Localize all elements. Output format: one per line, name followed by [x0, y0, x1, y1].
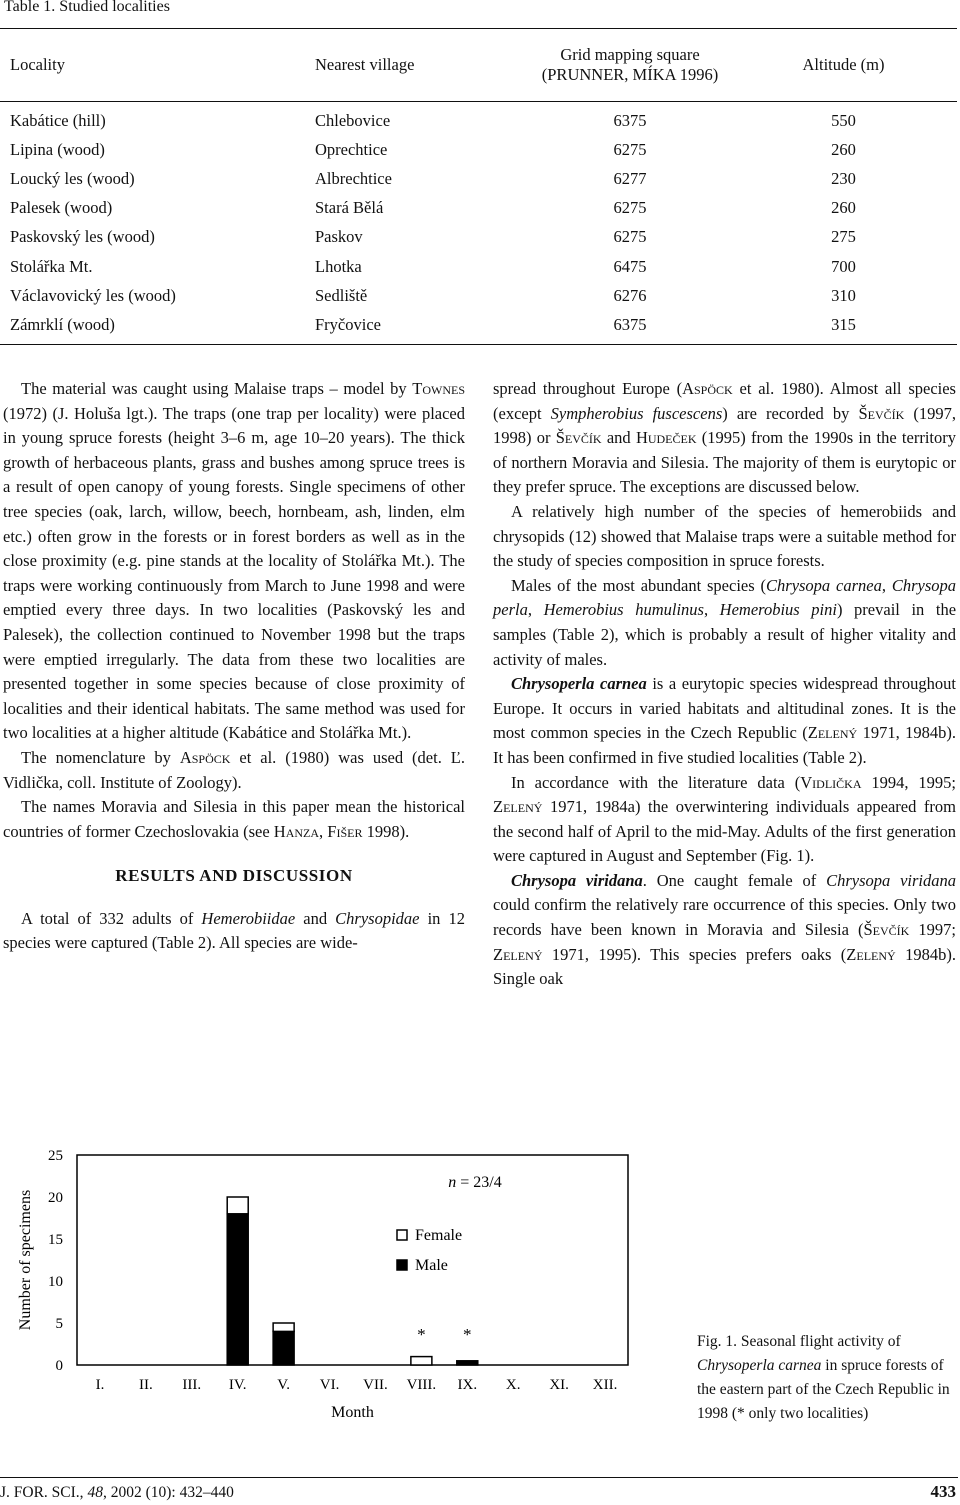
paragraph-males: Males of the most abundant species (Chrysopa carnea, Chrysopa perla, Hemerobius humulinus, Hemerobius pini) prevail in the samples (Table 2), which is probably a result of higher vitality and activity of males. — [493, 575, 957, 669]
cell-grid: 6375 — [613, 110, 647, 130]
author-ref: Aspöck — [179, 747, 231, 767]
x-tick-label: III. — [182, 1377, 202, 1393]
cell-village: Paskov — [315, 227, 363, 247]
cell-grid: 6475 — [613, 256, 647, 276]
localities-table — [0, 28, 957, 345]
cell-locality: Kabátice (hill) — [10, 110, 106, 130]
header-grid-line1: Grid mapping square — [560, 45, 700, 64]
table-row — [0, 164, 957, 193]
cell-village: Lhotka — [315, 256, 362, 276]
table-row — [0, 194, 957, 223]
x-tick-label: VII. — [363, 1377, 388, 1393]
y-tick-label: 0 — [55, 1358, 63, 1374]
legend-label-female: Female — [415, 1227, 463, 1244]
table-row — [0, 223, 957, 252]
cell-grid: 6277 — [613, 168, 647, 188]
page-number: 433 — [930, 1482, 956, 1501]
legend-swatch-male — [397, 1260, 407, 1270]
cell-grid: 6275 — [613, 198, 647, 218]
cell-altitude: 260 — [831, 198, 856, 218]
legend-label-male: Male — [415, 1257, 448, 1274]
cell-altitude: 260 — [831, 139, 856, 159]
header-grid — [530, 29, 730, 102]
x-tick-label: I. — [95, 1377, 105, 1393]
paragraph-names: The names Moravia and Silesia in this paper mean the historical countries of former Czechoslovakia (see Hanza, Fišer 1998). — [3, 797, 465, 841]
cell-grid: 6275 — [613, 227, 647, 247]
cell-altitude: 315 — [831, 314, 856, 334]
bar-female-viii — [411, 1357, 432, 1365]
paragraph-methods: The material was caught using Malaise traps – model by Townes (1972) (J. Holuša lgt.). The traps (one trap per locality) were placed in young spruce forests (height 3–6 m, age 10–20 years). The thick growth of herbaceous plants, grass and bushes among spruce trees is a result of open canopy of young forests. Single specimens of other tree species (oak, larch, willow, beech, hornbeam, ash, linden, elm etc.) often grow in the forests or in forest borders as well as in the close proximity (e.g. pine stands at the locality of Stolářka Mt.). The traps were working continuously from March to June 1998 and were emptied every three days. In two localities (Paskovský les and Palesek), the collection continued to November 1998 but the traps were emptied irregularly. The data from these two localities are presented together in some species because of close proximity of localities and their identical habitats. The same method was used for two localities at a higher altitude (Kabátice and Stolářka Mt.). — [3, 379, 465, 743]
header-village: Nearest village — [315, 55, 415, 74]
cell-locality: Paskovský les (wood) — [10, 227, 155, 247]
paragraph-continued: spread throughout Europe (Aspöck et al. 1980). Almost all species (except Sympherobius fuscescens) are recorded by Ševčík (1997, 1998) or Ševčík and Hudeček (1995) from the 1990s in the territory of northern Moravia and Silesia. The majority of them is eurytopic or they prefer spruce. The exceptions are discussed below. — [493, 379, 956, 497]
author-ref: Fišer — [327, 821, 363, 841]
paragraph-nomenclature: The nomenclature by Aspöck et al. (1980) was used (det. Ľ. Vidlička, coll. Institute of Zoology). — [3, 747, 465, 792]
table-row — [0, 102, 957, 136]
paragraph-results: A total of 332 adults of Hemerobiidae and Chrysopidae in 12 species were captured (Table 2). All species are wide- — [3, 908, 465, 953]
cell-grid: 6275 — [613, 139, 647, 159]
left-column — [3, 377, 465, 956]
figure-caption: Fig. 1. Seasonal flight activity of Chrysoperla carnea in spruce forests of the eastern part of the Czech Republic in 1998 (* only two localities) — [697, 1333, 950, 1422]
paragraph-chrysoperla: Chrysoperla carnea is a eurytopic species widespread throughout Europe. It occurs in varied habitats and altitudinal zones. It is the most common species in the Czech Republic (Zelený 1971, 1984b). It has been confirmed in five studied localities (Table 2). — [493, 674, 957, 767]
cell-village: Fryčovice — [315, 314, 381, 334]
bar-male-iv — [227, 1214, 248, 1365]
header-altitude: Altitude (m) — [802, 55, 885, 74]
header-locality: Locality — [10, 55, 65, 74]
cell-locality: Václavovický les (wood) — [10, 285, 176, 305]
bar-male-ix — [457, 1361, 478, 1365]
cell-altitude: 700 — [831, 256, 856, 276]
x-tick-label: X. — [505, 1377, 521, 1393]
cell-locality: Loucký les (wood) — [10, 168, 135, 188]
y-tick-label: 20 — [48, 1190, 63, 1206]
x-tick-label: XI. — [549, 1377, 569, 1393]
cell-locality: Stolářka Mt. — [10, 256, 93, 276]
x-tick-label: VIII. — [406, 1377, 437, 1393]
cell-altitude: 275 — [831, 227, 856, 247]
x-tick-label: VI. — [319, 1377, 340, 1393]
cell-altitude: 550 — [831, 110, 856, 130]
paragraph-malaise: A relatively high number of the species of hemerobiids and chrysopids (12) showed that Malaise traps were a suitable method for the study of species composition in spruce forests. — [493, 501, 956, 571]
section-heading: RESULTS AND DISCUSSION — [115, 866, 353, 886]
x-axis-label: Month — [331, 1404, 374, 1421]
x-tick-label: IV. — [228, 1377, 247, 1393]
seasonal-activity-chart — [0, 1130, 680, 1440]
paragraph-viridana: Chrysopa viridana. One caught female of Chrysopa viridana could confirm the relatively rare occurrence of this species. Only two records have been known in Moravia and Silesia (Ševčík 1997; Zelený 1971, 1995). This species prefers oaks (Zelený 1984b). Single oak — [493, 870, 956, 989]
cell-village: Oprechtice — [315, 139, 388, 159]
sample-size-annotation: n = 23/4 — [448, 1174, 502, 1191]
x-tick-label: XII. — [592, 1377, 618, 1393]
x-tick-label: IX. — [457, 1377, 478, 1393]
cell-village: Albrechtice — [315, 168, 392, 188]
header-grid-line2: (PRUNNER, MÍKA 1996) — [541, 65, 719, 84]
author-ref: Townes — [412, 379, 465, 398]
author-ref: Hanza — [273, 821, 320, 841]
x-tick-label: V. — [277, 1377, 290, 1393]
bar-male-v — [273, 1331, 294, 1365]
table-row — [0, 281, 957, 310]
y-axis-label: Number of specimens — [17, 1189, 34, 1331]
table-caption: Table 1. Studied localities — [4, 0, 170, 15]
table-header-row — [0, 29, 957, 102]
footer-citation: J. FOR. SCI., 48, 2002 (10): 432–440 — [0, 1484, 234, 1501]
y-tick-label: 10 — [48, 1274, 63, 1290]
cell-village: Sedliště — [315, 285, 368, 305]
table-row — [0, 135, 957, 164]
y-tick-label: 15 — [48, 1232, 63, 1248]
cell-locality: Palesek (wood) — [10, 198, 113, 218]
cell-grid: 6375 — [613, 314, 647, 334]
cell-locality: Zámrklí (wood) — [10, 314, 115, 334]
asterisk-marker: * — [417, 1324, 426, 1344]
bar-female-v — [273, 1323, 294, 1331]
cell-altitude: 230 — [831, 168, 856, 188]
cell-village: Chlebovice — [315, 110, 391, 130]
paragraph-overwintering: In accordance with the literature data (Vidlička 1994, 1995; Zelený 1971, 1984a) the overwintering individuals appeared from the second half of April to the mid-May. Adults of the first generation were captured in August and September (Fig. 1). — [493, 772, 956, 866]
cell-village: Stará Bělá — [315, 198, 384, 218]
y-tick-label: 5 — [55, 1316, 63, 1332]
cell-altitude: 310 — [831, 285, 856, 305]
cell-grid: 6276 — [613, 285, 647, 305]
bar-female-iv — [227, 1197, 248, 1214]
right-column — [493, 377, 956, 992]
plot-frame — [77, 1155, 628, 1365]
footer-divider — [0, 1477, 958, 1478]
asterisk-marker: * — [463, 1324, 472, 1344]
legend-swatch-female — [397, 1230, 407, 1240]
table-row — [0, 310, 957, 344]
y-tick-label: 25 — [48, 1148, 63, 1164]
x-tick-label: II. — [139, 1377, 153, 1393]
cell-locality: Lipina (wood) — [10, 139, 105, 159]
table-row — [0, 252, 957, 281]
